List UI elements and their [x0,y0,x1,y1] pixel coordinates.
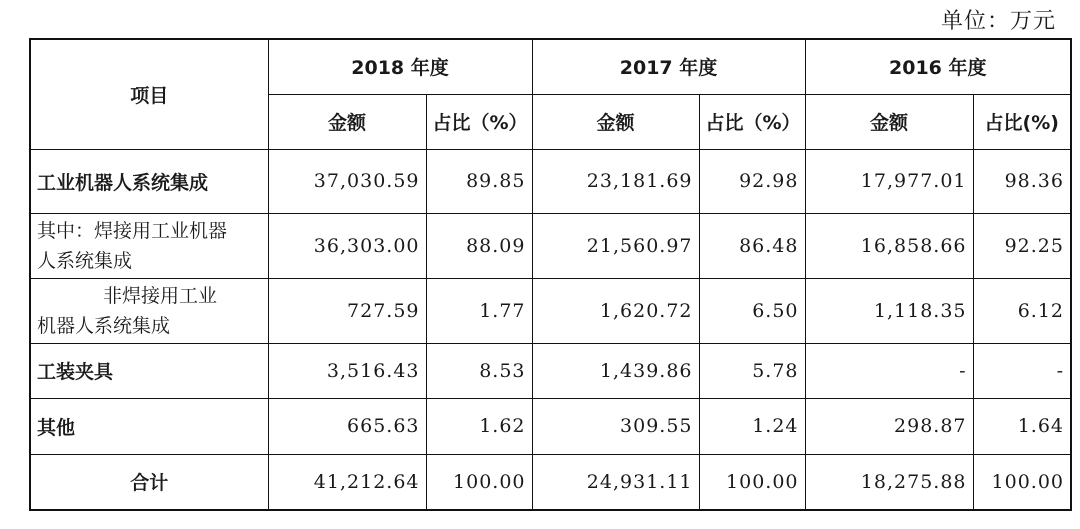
cell-value: 1.77 [426,278,532,343]
cell-value: 92.98 [699,149,805,213]
cell-value: 1,439.86 [532,343,699,398]
row-label: 其他 [30,398,268,454]
row-label [30,213,268,278]
header-ratio-2018: 占比（%） [426,94,532,149]
cell-value: 1.24 [699,398,805,454]
cell-value: 1,118.35 [805,278,973,343]
revenue-table [29,38,1072,511]
header-year-2018: 2018 年度 [268,39,532,94]
row-label: 工装夹具 [30,343,268,398]
unit-label: 单位：万元 [940,9,1056,34]
header-amount-2017: 金额 [532,94,699,149]
header-amount-2016: 金额 [805,94,973,149]
cell-value: 18,275.88 [805,454,973,510]
cell-value: 1.64 [973,398,1071,454]
table-row [30,278,1071,343]
total-label: 合计 [30,454,268,510]
cell-value: 37,030.59 [268,149,426,213]
cell-value: 24,931.11 [532,454,699,510]
cell-value: 1.62 [426,398,532,454]
cell-value: 36,303.00 [268,213,426,278]
table-row [30,149,1071,213]
cell-value: 100.00 [426,454,532,510]
cell-value: 98.36 [973,149,1071,213]
header-row-years [30,39,1071,94]
cell-value: 92.25 [973,213,1071,278]
cell-value: 17,977.01 [805,149,973,213]
cell-value: 23,181.69 [532,149,699,213]
table-row [30,398,1071,454]
cell-value: 100.00 [699,454,805,510]
cell-value: 86.48 [699,213,805,278]
cell-value: 6.50 [699,278,805,343]
cell-value: 5.78 [699,343,805,398]
header-year-2016: 2016 年度 [805,39,1071,94]
row-label-line: 机器人系统集成 [37,314,171,337]
cell-value: 6.12 [973,278,1071,343]
cell-value: 309.55 [532,398,699,454]
cell-value: 8.53 [426,343,532,398]
row-label: 工业机器人系统集成 [30,149,268,213]
row-label-line: 非焊接用工业 [103,284,218,307]
row-label [30,278,268,343]
cell-value: 89.85 [426,149,532,213]
row-label-line: 人系统集成 [37,249,133,272]
cell-value: 100.00 [973,454,1071,510]
cell-value: - [973,343,1071,398]
table-row [30,213,1071,278]
cell-value: 16,858.66 [805,213,973,278]
header-ratio-2016: 占比(%) [973,94,1071,149]
cell-value: - [805,343,973,398]
total-row [30,454,1071,510]
table-row [30,343,1071,398]
row-label-line: 其中：焊接用工业机器 [37,219,228,242]
cell-value: 1,620.72 [532,278,699,343]
header-ratio-2017: 占比（%） [699,94,805,149]
cell-value: 727.59 [268,278,426,343]
header-year-2017: 2017 年度 [532,39,805,94]
cell-value: 41,212.64 [268,454,426,510]
cell-value: 665.63 [268,398,426,454]
cell-value: 3,516.43 [268,343,426,398]
header-amount-2018: 金额 [268,94,426,149]
cell-value: 88.09 [426,213,532,278]
cell-value: 21,560.97 [532,213,699,278]
cell-value: 298.87 [805,398,973,454]
header-item: 项目 [30,39,268,149]
